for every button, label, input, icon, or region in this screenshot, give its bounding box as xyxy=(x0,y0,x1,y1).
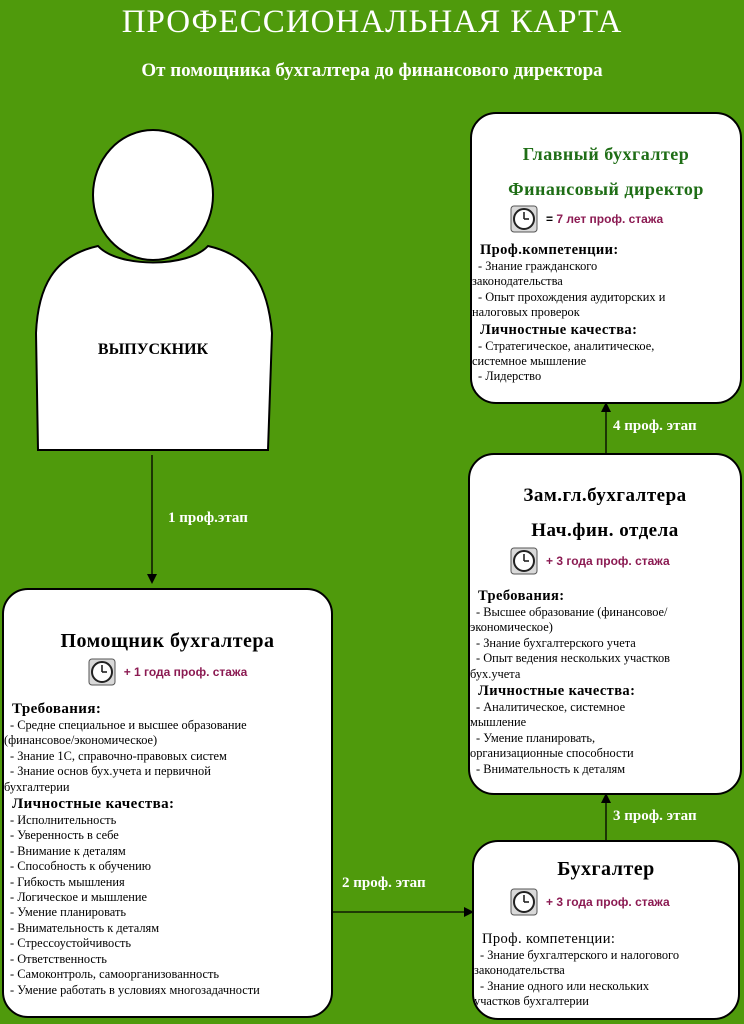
list-item-continuation: экономическое) xyxy=(470,620,553,635)
list-item xyxy=(474,948,738,979)
list-item-continuation: участков бухгалтерии xyxy=(474,994,589,1009)
list-item xyxy=(4,921,331,936)
clock-icon xyxy=(510,205,538,233)
list-item-text: - Опыт прохождения аудиторских и xyxy=(478,289,666,304)
list-item-text: - Знание бухгалтерского учета xyxy=(476,635,636,650)
list-item-text: - Умение планировать xyxy=(10,905,127,920)
list-item xyxy=(4,967,331,982)
list-item xyxy=(4,875,331,890)
experience-row xyxy=(470,546,740,576)
list-item-text: - Знание 1С, справочно-правовых систем xyxy=(10,748,227,763)
card-accountant-title: Бухгалтер xyxy=(557,858,655,880)
card-deputy-title-2: Нач.фин. отдела xyxy=(531,520,679,541)
list-item-text: - Логическое и мышление xyxy=(10,890,147,905)
list-item-continuation: (финансовое/экономическое) xyxy=(4,733,158,748)
experience-text: + 3 года проф. стажа xyxy=(546,895,670,909)
list-item-text: - Знание бухгалтерского и налогового xyxy=(480,948,680,962)
card-deputy-chief xyxy=(468,453,742,795)
list-item xyxy=(4,718,331,749)
list-item-text: - Стрессоустойчивость xyxy=(10,936,132,951)
competencies-heading: Проф. компетенции: xyxy=(482,931,616,947)
requirements-list xyxy=(470,605,740,682)
list-item-text: - Исполнительность xyxy=(10,813,117,828)
requirements-heading: Требования: xyxy=(478,588,565,604)
list-item-text: - Знание одного или нескольких xyxy=(480,978,650,993)
experience-text: + 1 года проф. стажа xyxy=(123,665,248,679)
list-item-continuation: бух.учета xyxy=(470,666,521,681)
list-item xyxy=(470,605,740,636)
clock-icon xyxy=(88,658,116,686)
list-item-text: - Средне специальное и высшее образование xyxy=(10,718,247,732)
list-item xyxy=(4,749,331,764)
list-item-text: - Умение работать в условиях многозадачности xyxy=(10,982,260,997)
list-item xyxy=(4,844,331,859)
clock-icon xyxy=(510,888,538,916)
list-item xyxy=(4,905,331,920)
list-item-continuation: системное мышление xyxy=(472,354,587,369)
list-item xyxy=(4,936,331,951)
list-item-text: - Знание основ бух.учета и первичной xyxy=(10,764,211,779)
list-item-text: - Знание гражданского xyxy=(478,259,598,273)
list-item xyxy=(4,890,331,905)
card-assistant-accountant xyxy=(2,588,333,1018)
experience-text: = 7 лет проф. стажа xyxy=(546,212,664,226)
list-item xyxy=(470,700,740,731)
competencies-list xyxy=(474,948,738,1010)
list-item-text: - Уверенность в себе xyxy=(10,828,119,843)
qualities-heading: Личностные качества: xyxy=(480,321,638,338)
list-item-text: - Ответственность xyxy=(10,951,107,966)
list-item-continuation: организационные способности xyxy=(470,746,634,761)
list-item-text: - Высшее образование (финансовое/ xyxy=(476,605,668,619)
list-item-text: - Внимание к деталям xyxy=(10,843,126,858)
list-item-text: - Внимательность к деталям xyxy=(476,761,626,776)
qualities-list xyxy=(4,813,331,998)
stage-3-label: 3 проф. этап xyxy=(613,808,697,824)
list-item-continuation: мышление xyxy=(470,715,527,730)
card-assistant-title: Помощник бухгалтера xyxy=(60,630,275,652)
graduate-label: ВЫПУСКНИК xyxy=(97,341,209,358)
list-item xyxy=(470,636,740,651)
experience-text: + 3 года проф. стажа xyxy=(546,554,670,568)
list-item xyxy=(472,339,740,370)
list-item xyxy=(474,979,738,1010)
competencies-list xyxy=(472,259,740,321)
list-item xyxy=(4,983,331,998)
experience-row xyxy=(472,204,740,234)
card-chief-title-1: Главный бухгалтер xyxy=(522,144,690,164)
list-item xyxy=(470,762,740,777)
page-subtitle: От помощника бухгалтера до финансового директора xyxy=(141,60,603,81)
qualities-heading: Личностные качества: xyxy=(478,683,636,700)
stage-2-label: 2 проф. этап xyxy=(342,875,426,891)
list-item xyxy=(472,290,740,321)
card-chief-accountant xyxy=(470,112,742,404)
experience-row xyxy=(474,887,738,917)
list-item-continuation: бухгалтерии xyxy=(4,779,70,794)
list-item-text: - Стратегическое, аналитическое, xyxy=(478,338,655,353)
list-item xyxy=(4,813,331,828)
list-item-continuation: законодательства xyxy=(474,963,565,978)
qualities-list xyxy=(472,339,740,385)
experience-row xyxy=(4,657,331,687)
card-accountant xyxy=(472,840,740,1020)
card-deputy-title-1: Зам.гл.бухгалтера xyxy=(523,485,687,506)
requirements-heading: Требования: xyxy=(12,701,102,717)
stage-4-label: 4 проф. этап xyxy=(613,418,697,434)
page-title: ПРОФЕССИОНАЛЬНАЯ КАРТА xyxy=(121,4,623,40)
list-item-text: - Аналитическое, системное xyxy=(476,700,626,715)
list-item xyxy=(4,859,331,874)
list-item-text: - Гибкость мышления xyxy=(10,874,125,889)
list-item xyxy=(4,828,331,843)
list-item-text: - Умение планировать, xyxy=(476,730,596,745)
qualities-list xyxy=(470,700,740,777)
list-item-text: - Опыт ведения нескольких участков xyxy=(476,651,671,666)
list-item xyxy=(4,764,331,795)
list-item xyxy=(470,731,740,762)
list-item-text: - Лидерство xyxy=(478,369,542,384)
list-item xyxy=(4,952,331,967)
list-item-text: - Способность к обучению xyxy=(10,859,152,874)
list-item-continuation: законодательства xyxy=(472,274,563,289)
card-chief-title-2: Финансовый директор xyxy=(508,179,704,199)
list-item-continuation: налоговых проверок xyxy=(472,305,580,320)
competencies-heading: Проф.компетенции: xyxy=(480,242,619,258)
requirements-list xyxy=(4,718,331,795)
list-item xyxy=(472,259,740,290)
clock-icon xyxy=(510,547,538,575)
list-item xyxy=(470,651,740,682)
qualities-heading: Личностные качества: xyxy=(12,796,175,813)
list-item-text: - Внимательность к деталям xyxy=(10,920,160,935)
stage-1-label: 1 проф.этап xyxy=(168,510,248,526)
list-item-text: - Самоконтроль, самоорганизованность xyxy=(10,967,220,982)
list-item xyxy=(472,369,740,384)
